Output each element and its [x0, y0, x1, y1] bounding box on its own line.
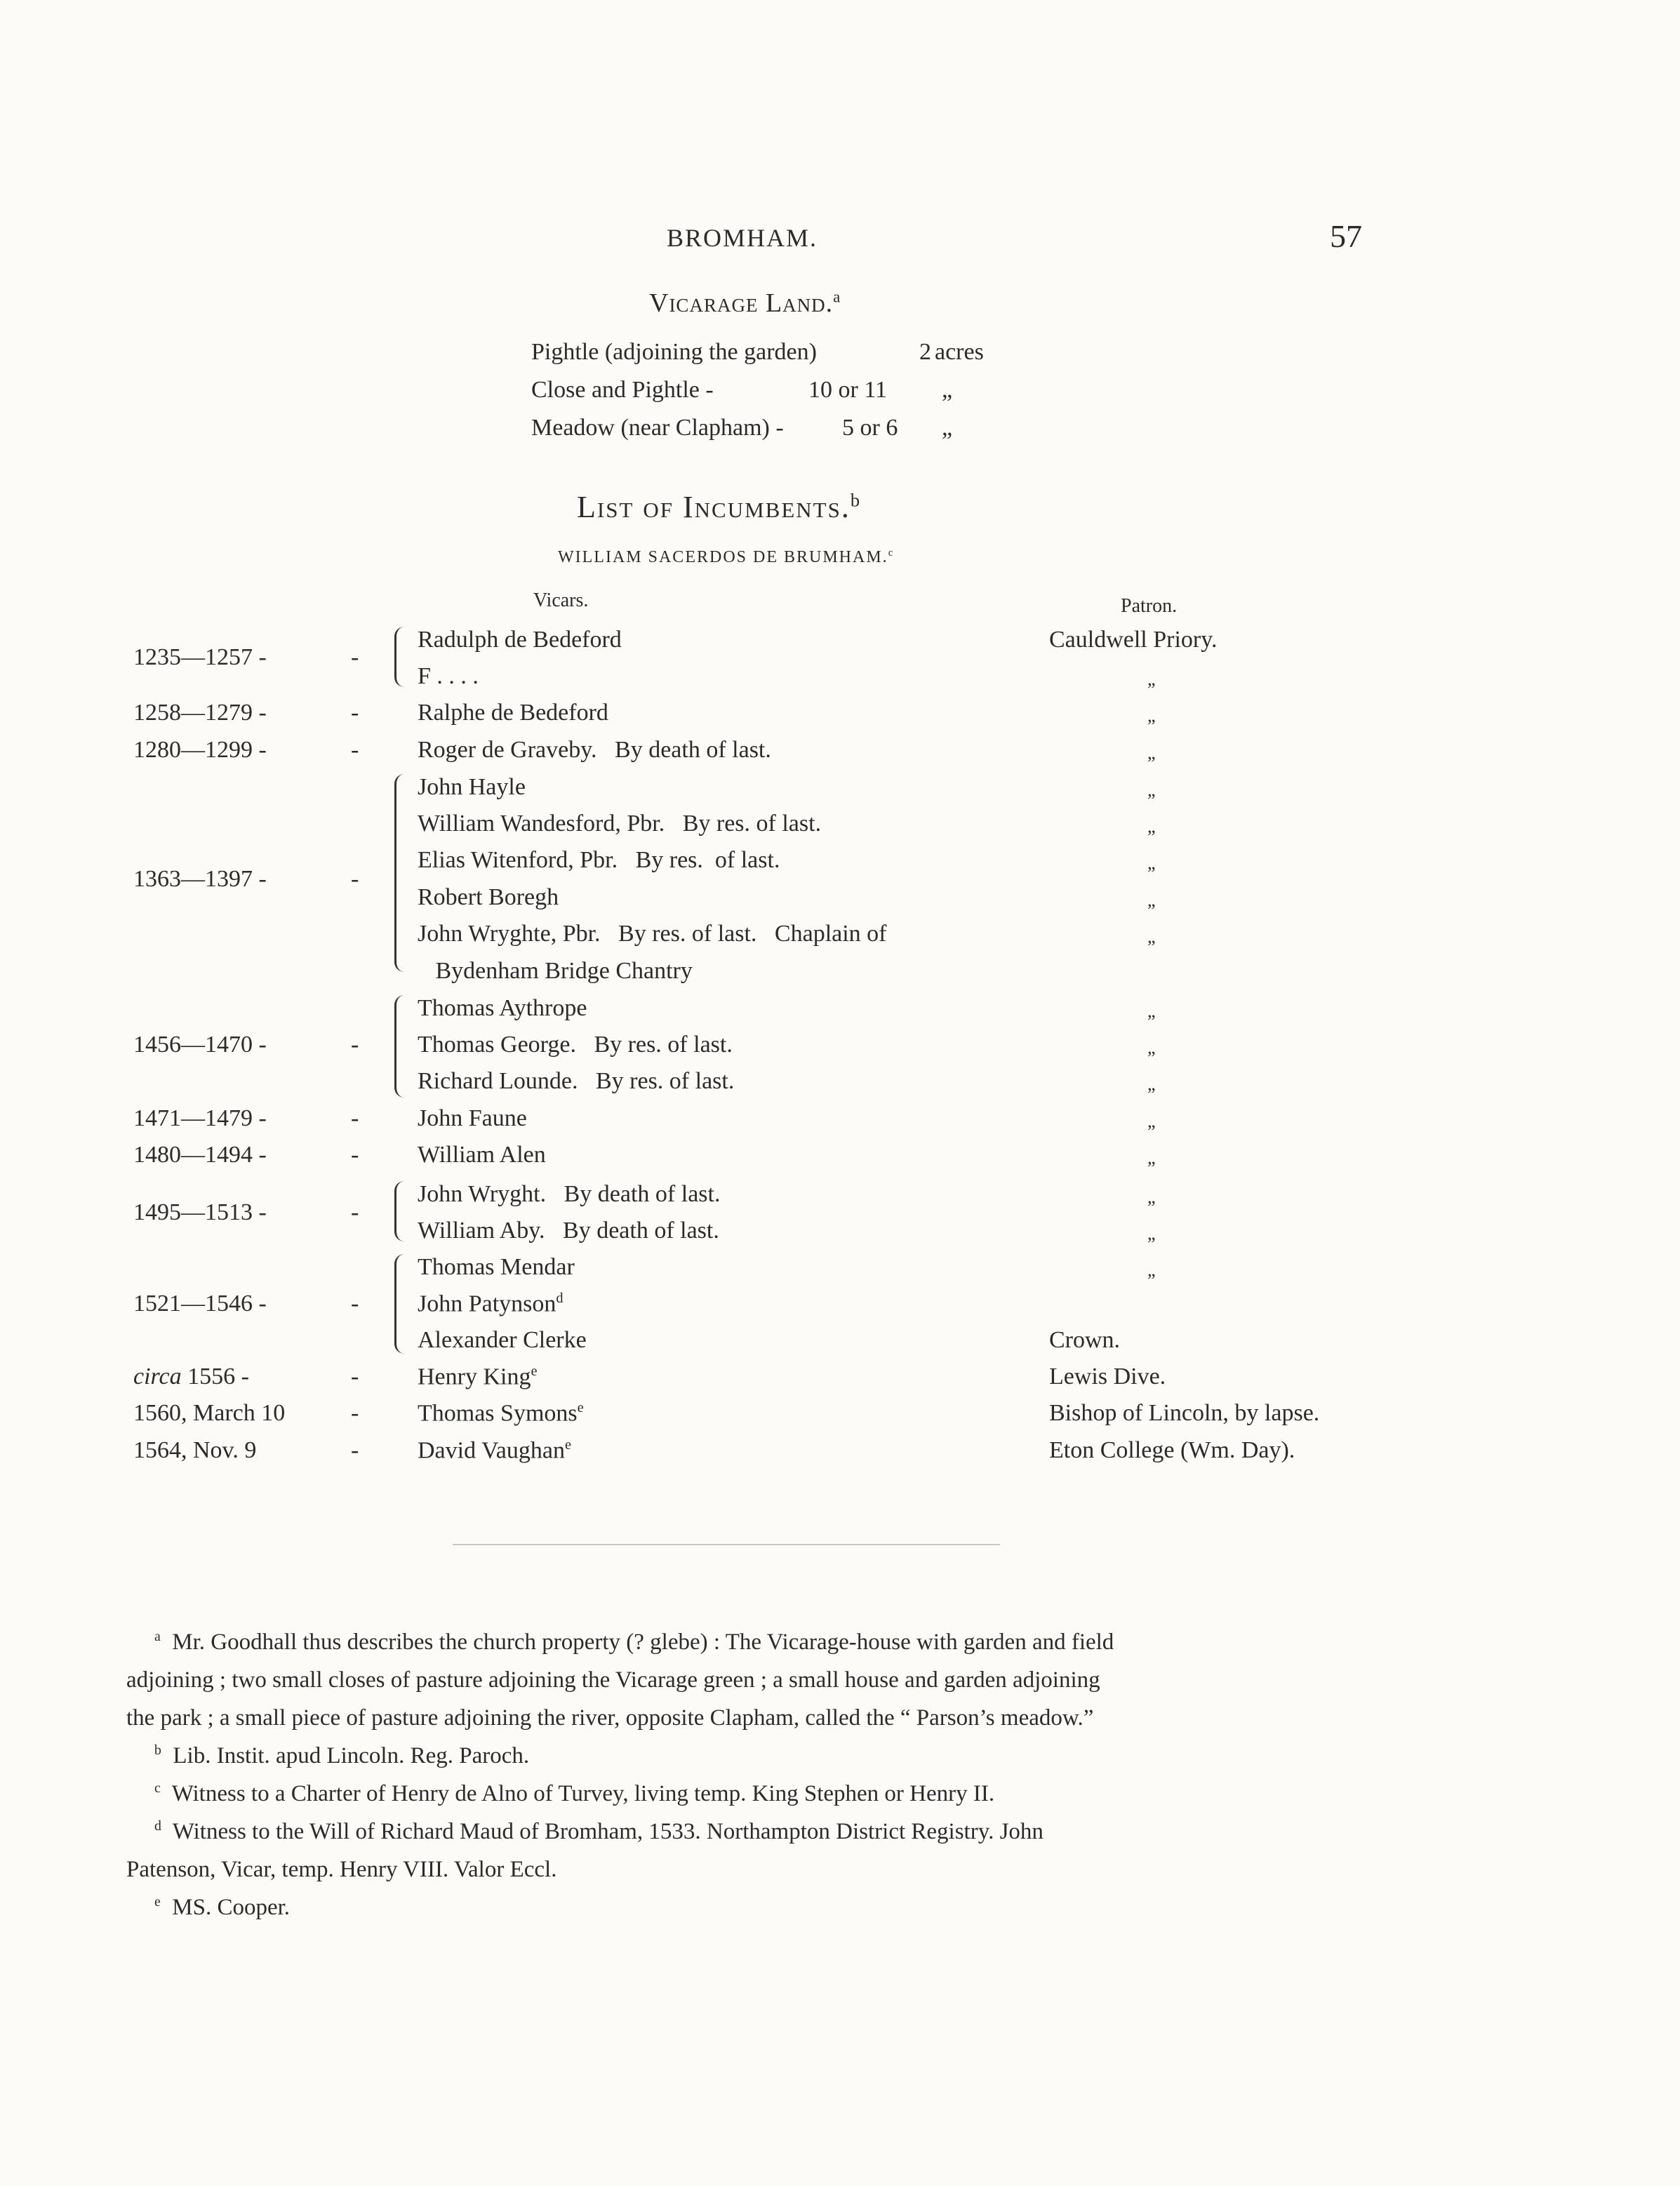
- incumbent-patron: Lewis Dive.: [1049, 1364, 1166, 1389]
- vicar-name: William Wandesford, Pbr. By res. of last.: [418, 811, 822, 837]
- footnote-mark: b: [154, 1742, 161, 1758]
- vicar-name: David Vaughan: [418, 1437, 565, 1464]
- footnote-ref-e: e: [531, 1364, 538, 1379]
- ditto-mark: „: [1147, 1001, 1156, 1021]
- incumbent-vicar: [418, 958, 693, 985]
- vicar-name: Henry King: [418, 1364, 531, 1390]
- footnote-a: [126, 1618, 1114, 1737]
- incumbent-vicar: [418, 1181, 720, 1208]
- vicar-name: John Faune: [418, 1105, 527, 1131]
- incumbents-title: [577, 489, 861, 525]
- land-qty: 2: [919, 339, 931, 365]
- incumbent-date: 1280—1299 -: [133, 737, 267, 763]
- incumbent-vicar: [418, 1364, 538, 1390]
- vicar-name: Bydenham Bridge Chantry: [418, 958, 693, 984]
- row-dash: -: [351, 700, 359, 726]
- footnote-ref-b: b: [850, 489, 862, 511]
- land-unit: acres: [935, 339, 984, 365]
- vicar-name: Roger de Graveby. By death of last.: [418, 737, 771, 763]
- ditto-mark: „: [1147, 1111, 1156, 1131]
- group-brace: [394, 627, 406, 687]
- footnote-e: [126, 1883, 290, 1926]
- vicar-name: Robert Boregh: [418, 884, 559, 910]
- footnote-line: the park ; a small piece of pasture adjoining the river, opposite Clapham, called the “ Parson’s meadow.”: [126, 1705, 1094, 1731]
- incumbent-date: 1560, March 10: [133, 1400, 286, 1426]
- incumbent-vicar: [418, 1291, 564, 1317]
- group-brace: [394, 995, 406, 1098]
- vicar-name: William Aby. By death of last.: [418, 1218, 719, 1244]
- ditto-mark: „: [1147, 890, 1156, 910]
- footnote-mark: c: [154, 1780, 161, 1796]
- incumbent-vicar: [418, 1218, 719, 1244]
- vicar-name: Elias Witenford, Pbr. By res. of last.: [418, 847, 780, 873]
- footnote-text: Witness to the Will of Richard Maud of Bromham, 1533. Northampton District Registry. John: [172, 1819, 1044, 1844]
- row-dash: -: [351, 644, 359, 670]
- incumbents-subtitle: [558, 547, 894, 567]
- incumbent-date: 1521—1546 -: [133, 1291, 267, 1317]
- ditto-mark: „: [1147, 816, 1156, 837]
- vicar-name: John Wryght. By death of last.: [418, 1181, 721, 1207]
- group-brace: [394, 1254, 406, 1354]
- land-row: [531, 377, 953, 404]
- footnote-c: [126, 1769, 994, 1813]
- ditto-mark: „: [1147, 853, 1156, 873]
- incumbent-vicar: [418, 884, 559, 911]
- row-dash: -: [351, 1032, 359, 1058]
- ditto-mark: „: [1147, 705, 1156, 726]
- incumbent-date: 1363—1397 -: [133, 866, 267, 892]
- footnote-mark: d: [154, 1818, 161, 1834]
- footnote-line: [126, 1618, 1114, 1661]
- ditto-mark: „: [1147, 780, 1156, 800]
- vicar-name: Thomas Symons: [418, 1400, 578, 1427]
- column-header-vicars: Vicars.: [533, 589, 589, 611]
- footnote-text: Mr. Goodhall thus describes the church property (? glebe) : The Vicarage-house with garden and field: [172, 1629, 1114, 1655]
- vicar-name: William Alen: [418, 1142, 546, 1168]
- incumbent-vicar: [418, 627, 622, 653]
- ditto-mark: „: [1147, 926, 1156, 947]
- vicar-name: Alexander Clerke: [418, 1327, 587, 1353]
- incumbents-subtitle-text: WILLIAM SACERDOS DE BRUMHAM.: [558, 548, 888, 566]
- footnote-mark: e: [154, 1894, 161, 1910]
- incumbent-vicar: [418, 1105, 527, 1132]
- incumbents-title-text: List of Incumbents.: [577, 490, 851, 524]
- vicar-name: Richard Lounde. By res. of last.: [418, 1068, 735, 1094]
- ditto-mark: „: [1147, 742, 1156, 763]
- vicarage-land-title-text: Vicarage Land.: [649, 288, 834, 318]
- incumbent-date: 1564, Nov. 9: [133, 1437, 257, 1463]
- row-dash: -: [351, 1437, 359, 1463]
- incumbent-vicar: [418, 1327, 587, 1354]
- footnote-mark: a: [154, 1629, 161, 1644]
- incumbent-vicar: [418, 700, 608, 726]
- ditto-mark: „: [1147, 1223, 1156, 1244]
- footnote-line: [126, 1769, 994, 1813]
- vicar-name: Thomas Aythrope: [418, 995, 587, 1021]
- footnote-text: Witness to a Charter of Henry de Alno of Turvey, living temp. King Stephen or Henry II.: [171, 1781, 995, 1806]
- row-dash: -: [351, 866, 359, 892]
- ditto-mark: „: [1147, 1037, 1156, 1058]
- incumbent-date: 1495—1513 -: [133, 1199, 267, 1225]
- land-row: [531, 415, 953, 441]
- running-title: BROMHAM.: [667, 224, 818, 252]
- footnote-line: [126, 1883, 290, 1926]
- footnote-ref-e: e: [577, 1400, 584, 1415]
- vicar-name: Thomas George. By res. of last.: [418, 1032, 733, 1058]
- incumbent-date: 1480—1494 -: [133, 1142, 267, 1168]
- land-row: [531, 339, 984, 366]
- footnote-b: [126, 1731, 529, 1775]
- incumbent-patron: Bishop of Lincoln, by lapse.: [1049, 1400, 1320, 1426]
- ditto-mark: „: [1147, 1187, 1156, 1207]
- footnote-text: MS. Cooper.: [172, 1895, 291, 1920]
- incumbent-vicar: [418, 663, 479, 690]
- footnote-line: adjoining ; two small closes of pasture adjoining the Vicarage green ; a small house and garden adjoining: [126, 1667, 1100, 1693]
- land-name: Meadow (near Clapham) -: [531, 415, 784, 441]
- ditto-mark: „: [1147, 1147, 1156, 1168]
- vicar-name: Thomas Mendar: [418, 1254, 575, 1280]
- land-name: Pightle (adjoining the garden): [531, 339, 817, 365]
- row-dash: -: [351, 1199, 359, 1225]
- footnote-d: [126, 1807, 1044, 1888]
- row-dash: -: [351, 1105, 359, 1131]
- footnote-text: Lib. Instit. apud Lincoln. Reg. Paroch.: [173, 1743, 530, 1768]
- incumbent-date: 1258—1279 -: [133, 700, 267, 726]
- ditto-mark: „: [1147, 669, 1156, 689]
- page-number: 57: [1330, 218, 1362, 254]
- section-divider: [453, 1544, 1000, 1545]
- row-dash: -: [351, 737, 359, 763]
- incumbent-date: 1235—1257 -: [133, 644, 267, 670]
- incumbent-vicar: [418, 847, 780, 874]
- ditto-mark: „: [1147, 1074, 1156, 1094]
- land-unit: „: [942, 377, 953, 403]
- incumbent-vicar: [418, 1400, 584, 1427]
- column-header-patron: Patron.: [1121, 595, 1178, 617]
- incumbent-patron: Eton College (Wm. Day).: [1049, 1437, 1295, 1463]
- incumbent-vicar: [418, 737, 771, 764]
- incumbent-vicar: [418, 1437, 571, 1464]
- incumbent-vicar: [418, 1068, 734, 1095]
- vicar-name: Radulph de Bedeford: [418, 627, 622, 653]
- group-brace: [394, 774, 406, 972]
- incumbent-date: circa 1556 -: [133, 1364, 249, 1389]
- vicar-name: John Wryghte, Pbr. By res. of last. Chaplain of: [418, 921, 887, 947]
- footnote-ref-c: c: [888, 547, 895, 559]
- vicar-name: F . . . .: [418, 663, 479, 689]
- vicar-name: Ralphe de Bedeford: [418, 700, 608, 726]
- vicarage-land-title: [649, 288, 841, 319]
- vicar-name: John Hayle: [418, 774, 526, 800]
- incumbent-vicar: [418, 774, 526, 801]
- incumbent-vicar: [418, 1254, 575, 1281]
- incumbent-patron: Cauldwell Priory.: [1049, 627, 1218, 653]
- group-brace: [394, 1181, 406, 1241]
- footnote-ref-e: e: [564, 1437, 572, 1453]
- incumbent-date: 1471—1479 -: [133, 1105, 267, 1131]
- land-qty: 10 or 11: [808, 377, 888, 403]
- row-dash: -: [351, 1142, 359, 1168]
- incumbent-vicar: [418, 1032, 733, 1058]
- footnote-line: Patenson, Vicar, temp. Henry VIII. Valor Eccl.: [126, 1857, 557, 1882]
- footnote-line: [126, 1731, 529, 1775]
- incumbent-patron: Crown.: [1049, 1327, 1121, 1353]
- land-unit: „: [942, 415, 953, 441]
- vicar-name: John Patynson: [418, 1291, 556, 1317]
- footnote-ref-a: a: [833, 288, 841, 306]
- incumbent-vicar: [418, 995, 587, 1022]
- incumbent-date: 1456—1470 -: [133, 1032, 267, 1058]
- incumbent-vicar: [418, 921, 887, 947]
- row-dash: -: [351, 1291, 359, 1317]
- footnote-ref-d: d: [556, 1291, 564, 1306]
- incumbent-vicar: [418, 811, 821, 837]
- ditto-mark: „: [1147, 1260, 1156, 1280]
- footnote-line: [126, 1807, 1044, 1851]
- incumbent-vicar: [418, 1142, 546, 1168]
- land-qty: 5 or 6: [842, 415, 898, 441]
- land-name: Close and Pightle -: [531, 377, 714, 403]
- row-dash: -: [351, 1400, 359, 1426]
- row-dash: -: [351, 1364, 359, 1389]
